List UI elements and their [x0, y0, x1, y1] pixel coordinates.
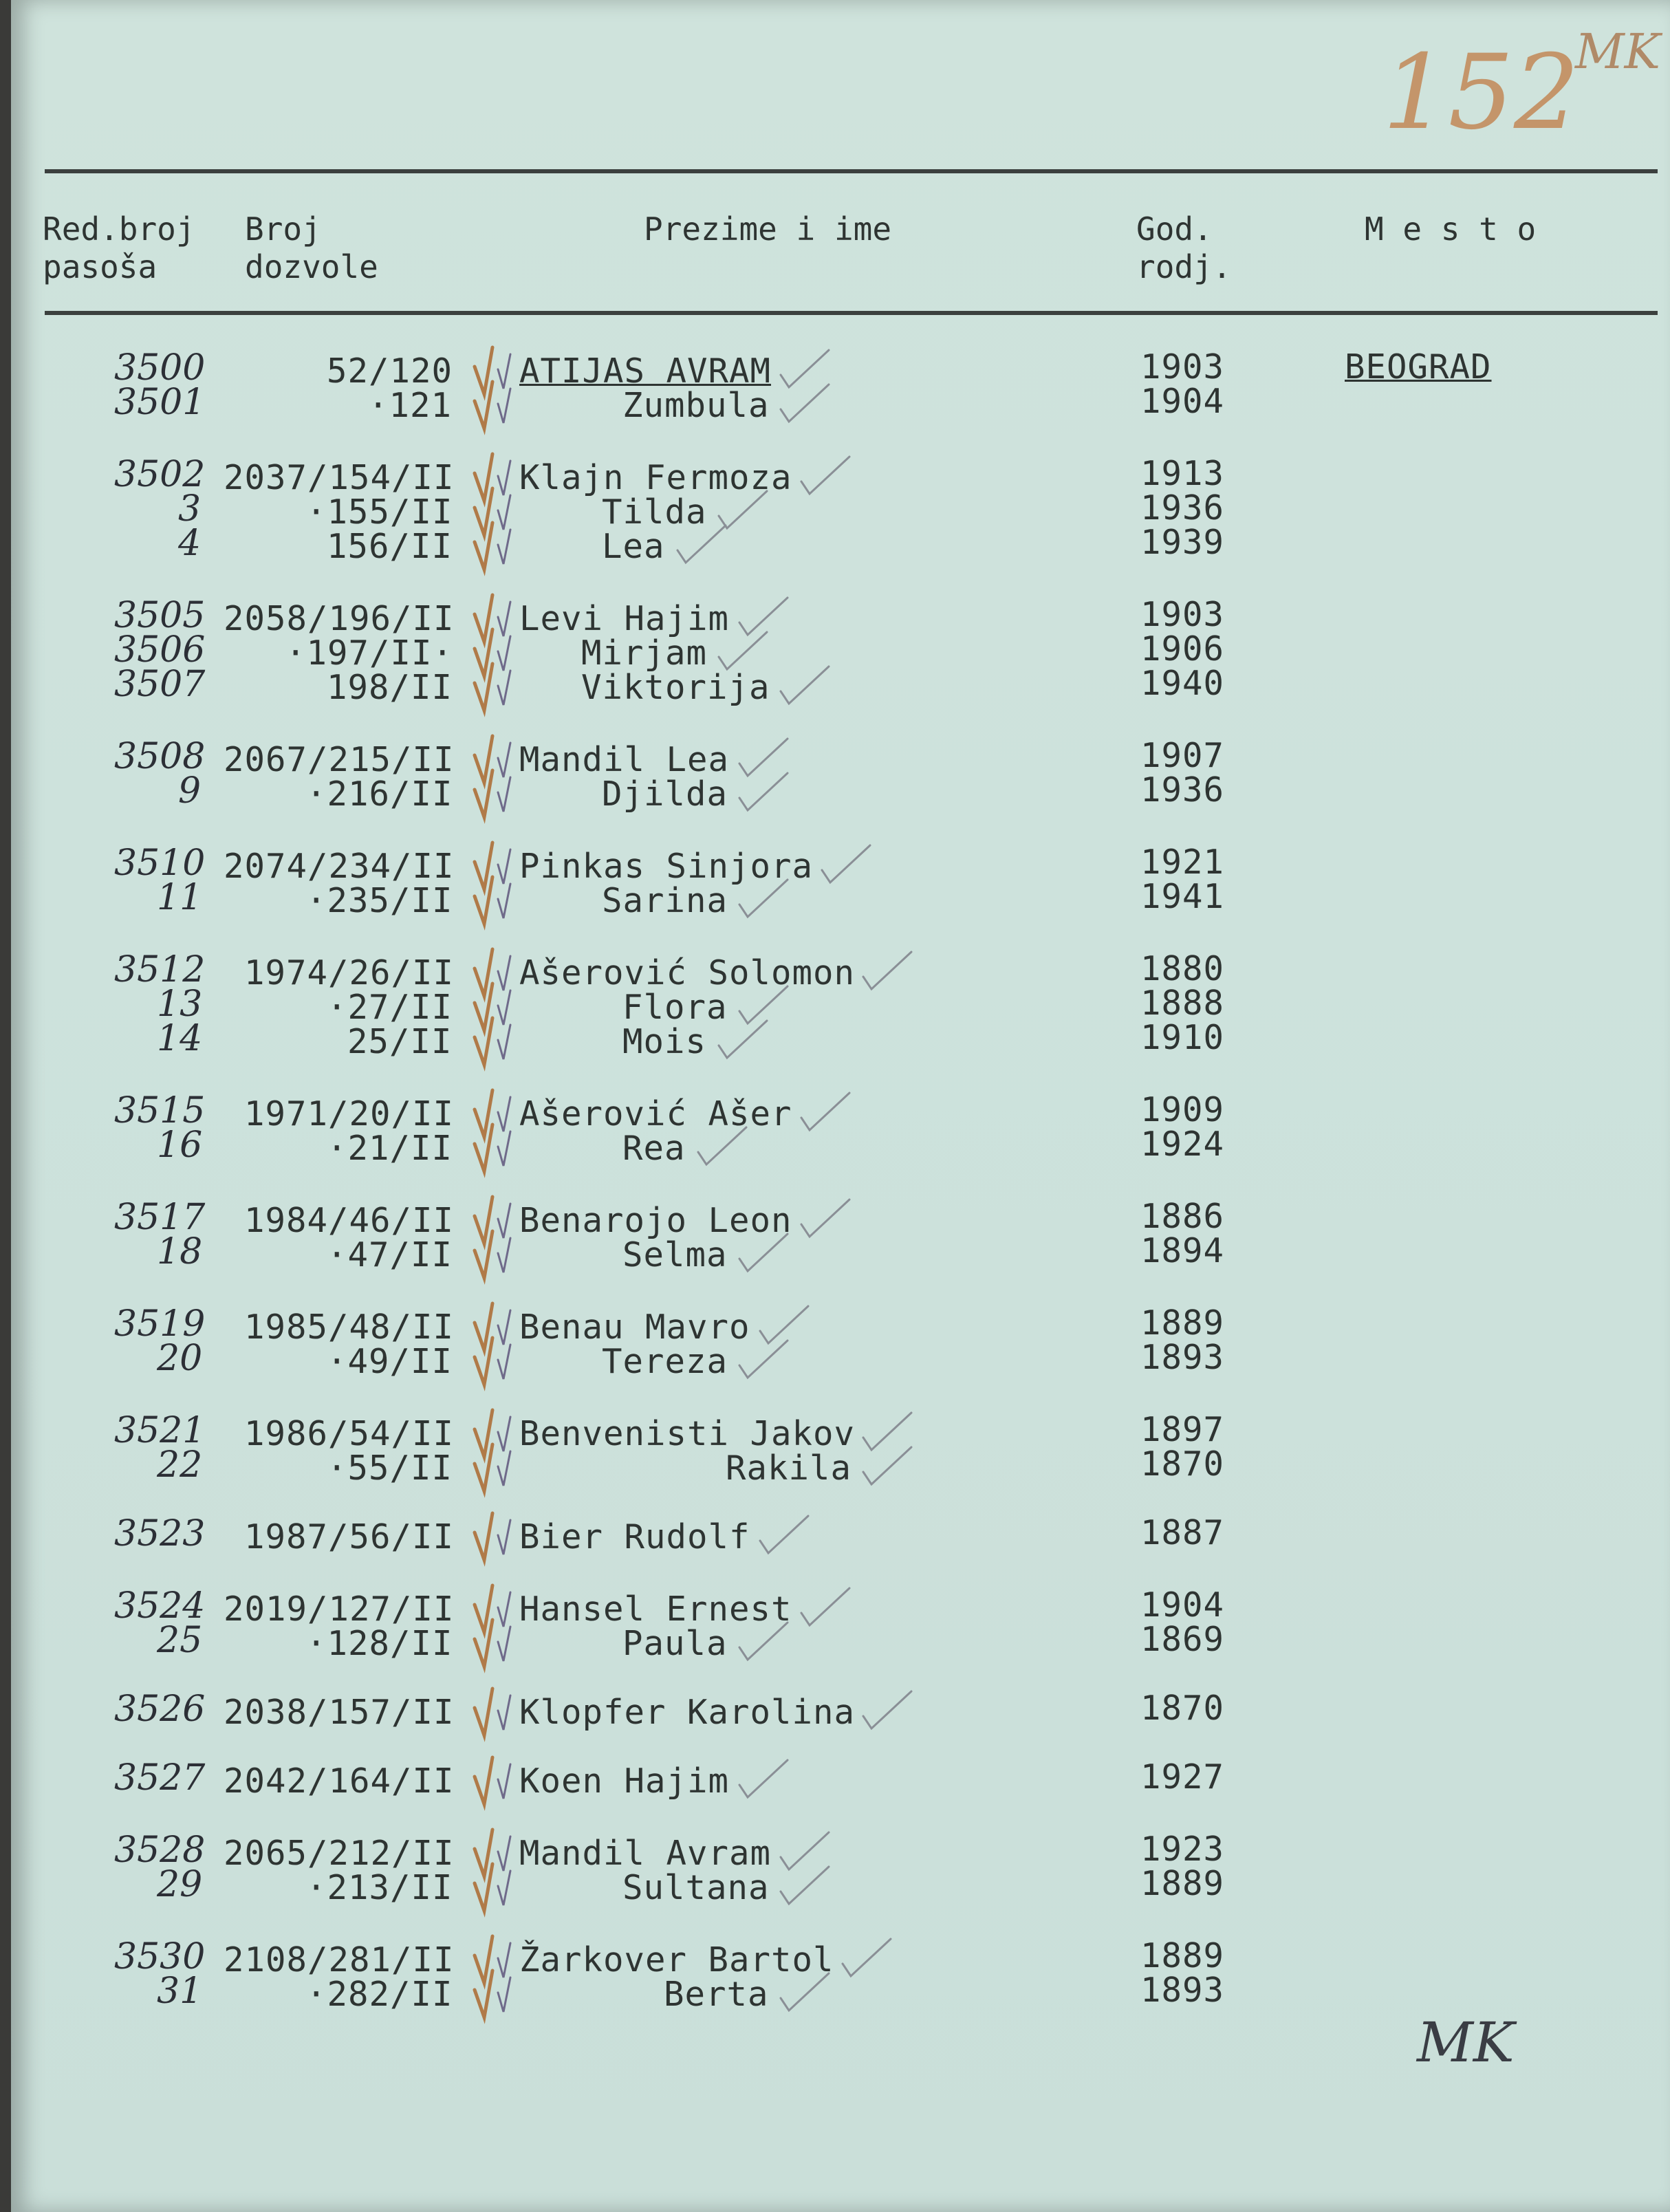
red-broj-cell: 31 — [157, 1971, 203, 2012]
folio-number: 152 — [1382, 33, 1580, 153]
name-cell: Hansel Ernest — [519, 1590, 792, 1629]
red-broj-cell: 3501 — [114, 382, 206, 423]
red-broj-cell: 4 — [178, 523, 202, 564]
dozvola-cell: 198/II — [327, 668, 453, 707]
name-cell: Benarojo Leon — [519, 1201, 792, 1240]
name-cell: Djilda — [602, 774, 728, 814]
red-broj-cell: 3508 — [114, 736, 206, 777]
dozvola-cell: 2065/212/II — [224, 1834, 455, 1873]
dozvola-cell: ·47/II — [327, 1235, 453, 1275]
name-cell: Klopfer Karolina — [519, 1693, 856, 1732]
red-broj-cell: 3519 — [114, 1303, 206, 1345]
year-cell: 1888 — [1140, 984, 1225, 1023]
red-broj-cell: 3527 — [114, 1757, 206, 1799]
red-broj-cell: 3521 — [114, 1410, 206, 1451]
name-cell: Mandil Avram — [519, 1834, 772, 1873]
dozvola-cell: ·155/II — [306, 492, 453, 532]
folio-initials: MK — [1575, 23, 1660, 80]
name-cell: Tilda — [602, 492, 707, 532]
red-broj-cell: 3528 — [114, 1830, 206, 1871]
red-broj-cell: 14 — [157, 1018, 203, 1059]
red-broj-cell: 3500 — [114, 347, 206, 389]
red-broj-cell: 20 — [157, 1338, 203, 1379]
header-mesto: M e s t o — [1365, 210, 1537, 248]
dozvola-cell: 1985/48/II — [244, 1308, 455, 1347]
dozvola-cell: 1987/56/II — [244, 1517, 455, 1557]
dozvola-cell: 2042/164/II — [224, 1761, 455, 1801]
name-cell: Tereza — [602, 1342, 728, 1381]
red-broj-cell: 3 — [178, 488, 202, 530]
year-cell: 1869 — [1140, 1620, 1225, 1659]
red-broj-cell: 29 — [157, 1864, 203, 1905]
year-cell: 1923 — [1140, 1830, 1225, 1869]
dozvola-cell: ·21/II — [327, 1129, 453, 1168]
name-cell: Pinkas Sinjora — [519, 847, 814, 886]
year-cell: 1870 — [1140, 1689, 1225, 1728]
year-cell: 1921 — [1140, 843, 1225, 882]
red-broj-cell: 3505 — [114, 595, 206, 636]
year-cell: 1886 — [1140, 1197, 1225, 1236]
red-broj-cell: 3510 — [114, 843, 206, 884]
name-cell: Mirjam — [581, 633, 708, 673]
dozvola-cell: 1986/54/II — [244, 1414, 455, 1453]
year-cell: 1909 — [1140, 1090, 1225, 1129]
red-broj-cell: 3507 — [114, 664, 206, 705]
dozvola-cell: 2074/234/II — [224, 847, 455, 886]
red-broj-cell: 3524 — [114, 1585, 206, 1627]
name-cell: Klajn Fermoza — [519, 458, 792, 497]
year-cell: 1924 — [1140, 1125, 1225, 1164]
mesto-cell: BEOGRAD — [1345, 347, 1492, 387]
name-cell: ATIJAS AVRAM — [519, 351, 772, 391]
year-cell: 1880 — [1140, 949, 1225, 988]
red-broj-cell: 25 — [157, 1620, 203, 1661]
header-bottom-rule — [45, 311, 1658, 315]
dozvola-cell: 1971/20/II — [244, 1094, 455, 1134]
year-cell: 1897 — [1140, 1410, 1225, 1449]
header-red-broj: Red.broj pasoša — [43, 210, 195, 286]
red-broj-cell: 3523 — [114, 1513, 206, 1554]
dozvola-cell: 2019/127/II — [224, 1590, 455, 1629]
name-cell: Sarina — [602, 881, 728, 920]
red-broj-cell: 3502 — [114, 454, 206, 495]
year-cell: 1927 — [1140, 1757, 1225, 1797]
dozvola-cell: 2058/196/II — [224, 599, 455, 638]
year-cell: 1939 — [1140, 523, 1225, 562]
dozvola-cell: ·121 — [368, 386, 453, 425]
year-cell: 1889 — [1140, 1303, 1225, 1343]
red-broj-cell: 9 — [178, 770, 202, 812]
name-cell: Rea — [622, 1129, 686, 1168]
year-cell: 1913 — [1140, 454, 1225, 493]
name-cell: Benvenisti Jakov — [519, 1414, 856, 1453]
year-cell: 1910 — [1140, 1018, 1225, 1057]
dozvola-cell: ·197/II· — [285, 633, 454, 673]
header-top-rule — [45, 169, 1658, 173]
name-cell: Flora — [622, 988, 728, 1027]
dozvola-cell: ·128/II — [306, 1624, 453, 1663]
name-cell: Berta — [664, 1975, 769, 2014]
header-broj-dozvole: Broj dozvole — [245, 210, 378, 286]
name-cell: Koen Hajim — [519, 1761, 730, 1801]
year-cell: 1903 — [1140, 347, 1225, 387]
dozvola-cell: ·27/II — [327, 988, 453, 1027]
red-broj-cell: 3506 — [114, 629, 206, 671]
name-cell: Ašerović Ašer — [519, 1094, 792, 1134]
year-cell: 1893 — [1140, 1971, 1225, 2010]
dozvola-cell: ·216/II — [306, 774, 453, 814]
year-cell: 1870 — [1140, 1444, 1225, 1484]
name-cell: Levi Hajim — [519, 599, 730, 638]
year-cell: 1941 — [1140, 877, 1225, 916]
dozvola-cell: 52/120 — [327, 351, 453, 391]
dozvola-cell: 2067/215/II — [224, 740, 455, 779]
name-cell: Sultana — [622, 1868, 770, 1907]
year-cell: 1906 — [1140, 629, 1225, 669]
name-cell: Rakila — [726, 1449, 852, 1488]
name-cell: Žarkover Bartol — [519, 1940, 834, 1980]
name-cell: Bier Rudolf — [519, 1517, 750, 1557]
dozvola-cell: 1974/26/II — [244, 953, 455, 993]
name-cell: Mandil Lea — [519, 740, 730, 779]
signature-initials: MK — [1417, 2010, 1515, 2074]
year-cell: 1940 — [1140, 664, 1225, 703]
dozvola-cell: 2108/281/II — [224, 1940, 455, 1980]
dozvola-cell: ·55/II — [327, 1449, 453, 1488]
dozvola-cell: ·49/II — [327, 1342, 453, 1381]
name-cell: Zumbula — [622, 386, 770, 425]
red-broj-cell: 13 — [157, 984, 203, 1025]
name-cell: Selma — [622, 1235, 728, 1275]
dozvola-cell: 1984/46/II — [244, 1201, 455, 1240]
year-cell: 1894 — [1140, 1231, 1225, 1270]
red-broj-cell: 3515 — [114, 1090, 206, 1131]
dozvola-cell: 25/II — [347, 1022, 453, 1061]
dozvola-cell: 156/II — [327, 527, 453, 566]
name-cell: Paula — [622, 1624, 728, 1663]
year-cell: 1936 — [1140, 770, 1225, 810]
name-cell: Mois — [622, 1022, 707, 1061]
year-cell: 1889 — [1140, 1936, 1225, 1975]
year-cell: 1893 — [1140, 1338, 1225, 1377]
year-cell: 1904 — [1140, 382, 1225, 421]
red-broj-cell: 3530 — [114, 1936, 206, 1977]
red-broj-cell: 16 — [157, 1125, 203, 1166]
dozvola-cell: ·235/II — [306, 881, 453, 920]
name-cell: Benau Mavro — [519, 1308, 750, 1347]
year-cell: 1907 — [1140, 736, 1225, 775]
name-cell: Lea — [602, 527, 665, 566]
year-cell: 1887 — [1140, 1513, 1225, 1552]
red-broj-cell: 3517 — [114, 1197, 206, 1238]
red-broj-cell: 3512 — [114, 949, 206, 990]
red-broj-cell: 22 — [157, 1444, 203, 1486]
dozvola-cell: 2037/154/II — [224, 458, 455, 497]
name-cell: Viktorija — [581, 668, 770, 707]
year-cell: 1903 — [1140, 595, 1225, 634]
red-broj-cell: 11 — [157, 877, 203, 918]
year-cell: 1904 — [1140, 1585, 1225, 1625]
year-cell: 1936 — [1140, 488, 1225, 528]
dozvola-cell: 2038/157/II — [224, 1693, 455, 1732]
dozvola-cell: ·213/II — [306, 1868, 453, 1907]
name-cell: Ašerović Solomon — [519, 953, 856, 993]
red-broj-cell: 18 — [157, 1231, 203, 1272]
header-prezime-ime: Prezime i ime — [644, 210, 892, 248]
red-broj-cell: 3526 — [114, 1689, 206, 1730]
dozvola-cell: ·282/II — [306, 1975, 453, 2014]
header-god-rodj: God. rodj. — [1136, 210, 1232, 286]
year-cell: 1889 — [1140, 1864, 1225, 1903]
